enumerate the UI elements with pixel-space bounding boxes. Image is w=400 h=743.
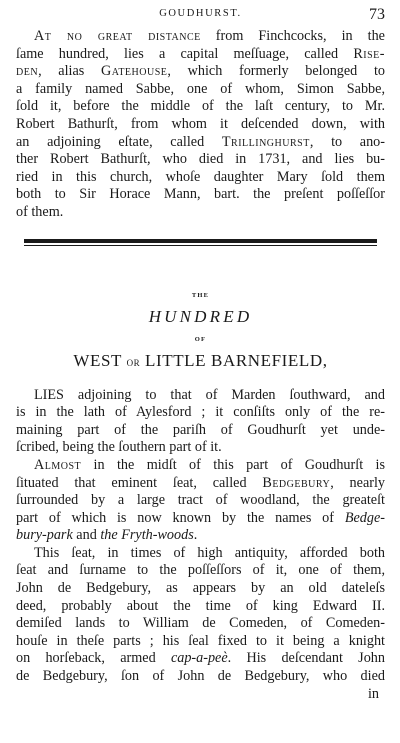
line-text: ſituated that eminent ſeat, called — [16, 474, 263, 491]
text-line: ſold it, before the middle of the laſt century, to Mr. — [16, 98, 385, 115]
small-caps-phrase: Almost — [34, 456, 82, 473]
text-line: demiſed lands to William de Comeden, of Comeden- — [16, 615, 385, 632]
paragraph-seat — [16, 545, 385, 686]
heading-hundred: HUNDRED — [148, 306, 253, 326]
line-text: an adjoining eſtate, called — [16, 133, 222, 150]
page-number: 73 — [369, 6, 385, 23]
line-text: from Finchcocks, in the — [200, 28, 385, 44]
italic-name: Bedge- — [344, 509, 385, 526]
small-caps-name: Bedgebury — [262, 474, 331, 491]
text-line — [16, 28, 385, 46]
place-word: WEST — [73, 350, 122, 370]
text-line: Robert Bathurſt, from whom it deſcended down, with — [16, 115, 385, 132]
text-line: deed, probably about the time of king Edward II. — [16, 597, 385, 614]
italic-name: the Fryth-woods — [100, 527, 194, 544]
text-line: ried in this church, whoſe daughter Mary ſold them — [16, 168, 385, 185]
text-line: ther Robert Bathurſt, who died in 1731, and lies bu- — [16, 151, 385, 168]
text-line — [16, 650, 385, 668]
paragraph-lies — [16, 387, 385, 457]
text-line — [16, 510, 385, 528]
line-text: in the midſt of this part of Goudhurſt is — [81, 456, 385, 473]
line-text: , to ano- — [309, 133, 385, 150]
heading-the: THE — [191, 291, 210, 299]
text-line: ſcribed, being the ſouthern part of it. — [16, 439, 222, 456]
text-line — [16, 46, 385, 64]
small-caps-phrase: At no great distance — [34, 28, 201, 44]
text-line — [16, 527, 385, 545]
paragraph-risedon — [16, 28, 385, 222]
small-caps-name: den — [16, 63, 39, 80]
catchword: in — [367, 685, 379, 702]
text-line: de Bedgebury, ſon of John de Bedgebury, who died — [16, 668, 385, 685]
text-line: both to Sir Horace Mann, bart. the preſent poſſeſſor — [16, 186, 385, 203]
text-line: This ſeat, in times of high antiquity, afforded both — [34, 544, 385, 561]
running-head — [16, 6, 385, 28]
text-line — [16, 63, 385, 81]
line-text: , nearly — [330, 474, 386, 491]
heading-of: OF — [194, 335, 207, 343]
place-or: or — [126, 353, 141, 369]
line-text: and — [72, 527, 101, 544]
line-text: . — [193, 527, 198, 544]
line-text: , which formerly belonged to — [167, 63, 385, 80]
place-name: LITTLE BARNEFIELD, — [144, 350, 328, 370]
italic-name: bury-park — [16, 527, 73, 544]
book-page — [16, 6, 385, 703]
text-line: houſe in theſe parts ; his ſeal fixed to it being a knight — [16, 632, 385, 649]
divider-thick-rule — [24, 239, 377, 243]
italic-phrase: cap-a-peè — [170, 650, 228, 667]
line-text: ſame hundred, lies a capital meſſuage, called — [16, 45, 354, 62]
text-line — [16, 457, 385, 475]
small-caps-name: Trillinghurst — [221, 133, 310, 150]
text-line: ſeat and ſurname to the poſſeſſors of it, one of them, — [16, 562, 385, 579]
paragraph-bedgebury — [16, 457, 385, 545]
small-caps-name: Gatehouse — [100, 63, 168, 80]
text-line — [16, 475, 385, 493]
line-text: , alias — [38, 63, 101, 80]
text-line: John de Bedgebury, as appears by an old dateleſs — [16, 580, 385, 597]
divider-thin-rule — [24, 245, 377, 246]
text-line — [16, 134, 385, 152]
text-line: maining part of the pariſh of Goudhurſt yet unde- — [16, 421, 385, 438]
text-line: LIES adjoining to that of Marden ſouthward, and — [34, 386, 385, 403]
text-line: a family named Sabbe, one of whom, Simon Sabbe, — [16, 80, 385, 97]
running-title: GOUDHURST. — [159, 8, 242, 19]
section-divider — [16, 239, 385, 246]
heading-place — [16, 351, 385, 371]
line-text: . His deſcendant John — [227, 650, 385, 667]
text-line: of them. — [16, 203, 64, 220]
text-line: is in the lath of Aylesford ; it conſiſts only of the re- — [16, 404, 385, 421]
text-line: ſurrounded by a large tract of woodland, the greateſt — [16, 492, 385, 509]
line-text: part of which is now known by the names of — [16, 509, 345, 526]
small-caps-name: Rise- — [353, 45, 385, 62]
line-text: on horſeback, armed — [16, 650, 171, 667]
